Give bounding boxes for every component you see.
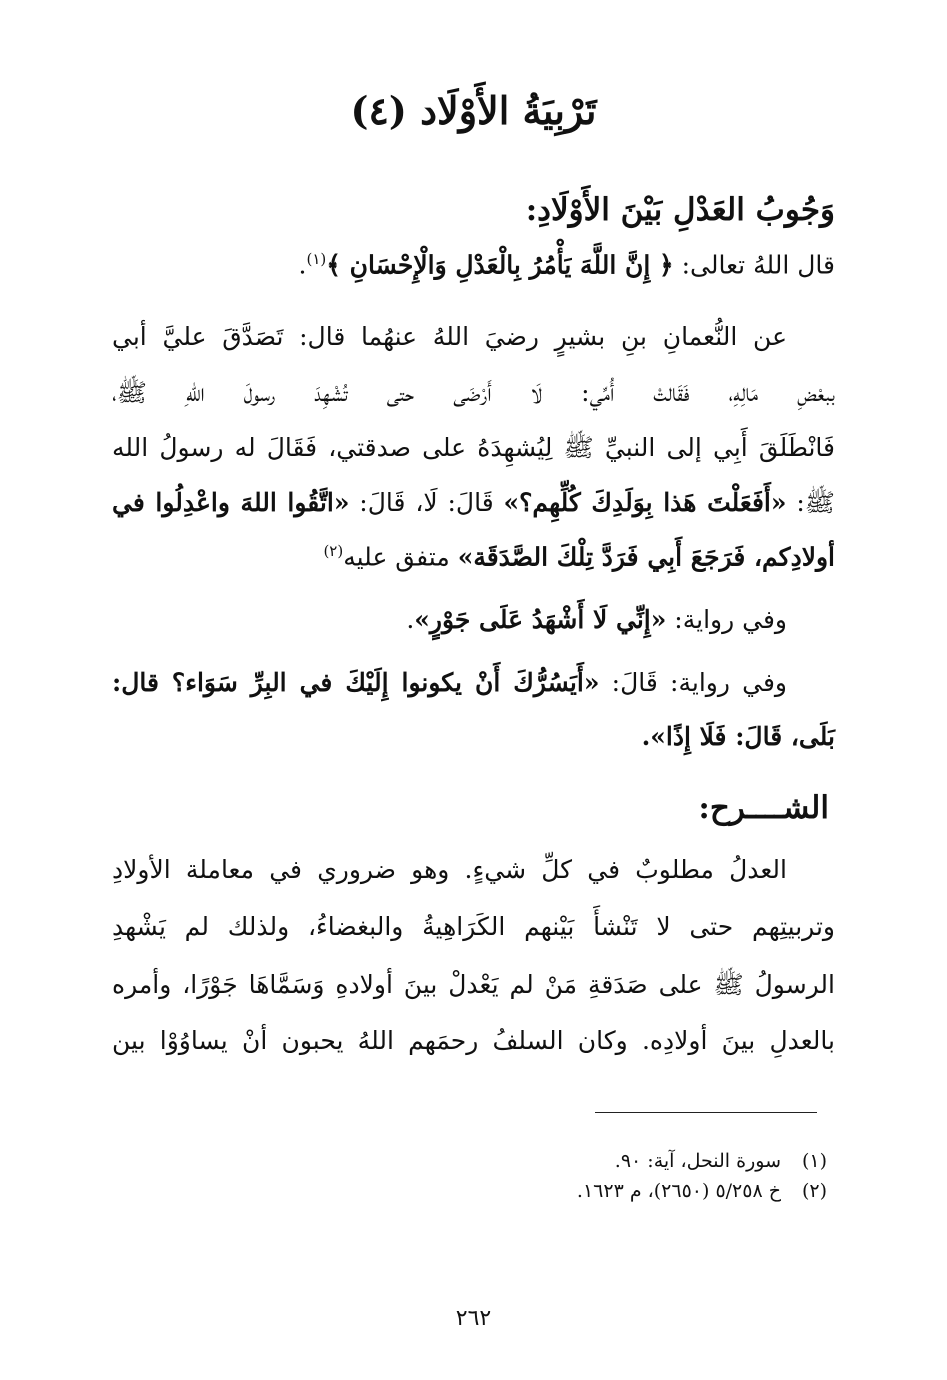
quran-verse: ﴿ إِنَّ اللَّهَ يَأْمُرُ بِالْعَدْلِ وَالْإِحْسَانِ ﴾ [326,250,674,280]
explanation-line-4: بالعدلِ بينَ أولادِه. وكان السلفُ رحمَهم اللهُ يحبون أنْ يساوُوْا بين [112,1026,835,1055]
footnote-text: سورة النحل، آية: ٩٠. [614,1150,781,1172]
hadith-line-1: عن النُّعمانِ بنِ بشيرٍ رضيَ اللهُ عنهُما قال: تَصَدَّقَ عليَّ أبي [112,322,787,351]
verse-line [112,250,835,279]
hadith-quote-3: أولادِكم، فَرَجَعَ أَبِي فَرَدَّ تِلْكَ الصَّدَقَة» [457,542,835,572]
footnote-text: خ ٥/٢٥٨ (٢٦٥٠)، م ١٦٢٣. [576,1180,781,1202]
hadith-source: متفق عليه [343,542,458,572]
footnote-number: (٢) [801,1180,827,1202]
explanation-line-3: الرسولُ ﷺ على صَدَقةِ مَنْ لم يَعْدلْ بينَ أولادهِ وَسَمَّاهَا جَوْرًا، وأمره [112,970,835,999]
verse-intro: قال اللهُ تعالى: [673,250,835,280]
hadith-quote-1: «أَفَعَلْتَ هَذا بِوَلَدِكَ كُلِّهِم؟» [503,488,787,517]
hadith-line-5 [112,542,835,571]
footnote-divider [595,1112,817,1113]
explanation-heading: الشــــرح: [698,790,829,826]
footnote-2 [577,1180,827,1202]
riwaya-1-intro: وفي رواية: [666,605,787,634]
salutation: ﷺ: [786,488,835,517]
period: . [298,250,307,280]
hadith-line-4 [112,487,835,524]
hadith-quote-2: «اتَّقُوا اللهَ واعْدِلُوا في [112,488,350,517]
footnote-number: (١) [801,1150,827,1172]
explanation-line-2: وتربيتِهم حتى لا تَنْشأَ بَيْنهم الكَرَاهِيةُ والبغضاءُ، ولذلك لم يَشْهدِ [112,912,835,941]
riwaya-1-text: «إِنِّي لَا أَشْهَدُ عَلَى جَوْرٍ» [414,605,667,634]
hadith-line-2: ببعْضِ مَالِهِ، فَقَالتْ أُمِّي: لَا أَرْضَى حتى تُشْهِدَ رسولَ اللهِ ﷺ، [112,378,835,407]
section-heading: وَجُوبُ العَدْلِ بَيْنَ الأَوْلَادِ: [525,192,835,228]
hadith-line-3: فَانْطَلَقَ أَبِي إلى النبيِّ ﷺ لِيُشهِدَهُ على صدقتي، فَقَالَ له رسولُ الله [112,433,835,462]
footnote-ref-1: (١) [306,250,327,268]
period: . [406,605,415,634]
riwaya-1 [112,605,787,634]
riwaya-2-line-2: بَلَى، قَالَ: فَلَا إِذًا». [641,722,835,751]
riwaya-2-intro: وفي رواية: قَالَ: [599,668,787,697]
page-number: ٢٦٢ [455,1306,492,1331]
riwaya-2-line-1 [112,668,787,697]
footnote-ref-2: (٢) [323,542,344,560]
explanation-line-1: العدلُ مطلوبٌ في كلِّ شيءٍ. وهو ضروري في معاملة الأولادِ [112,855,787,884]
page-title: تَرْبِيَةُ الأَوْلَاد (٤) [350,88,597,133]
riwaya-2-text: «أَيَسُرُّكَ أَنْ يكونوا إِلَيْكَ في البِرِّ سَوَاء؟ قال: [112,668,600,697]
footnote-1 [615,1150,827,1172]
hadith-text: قَالَ: لَا، قَالَ: [349,488,504,517]
